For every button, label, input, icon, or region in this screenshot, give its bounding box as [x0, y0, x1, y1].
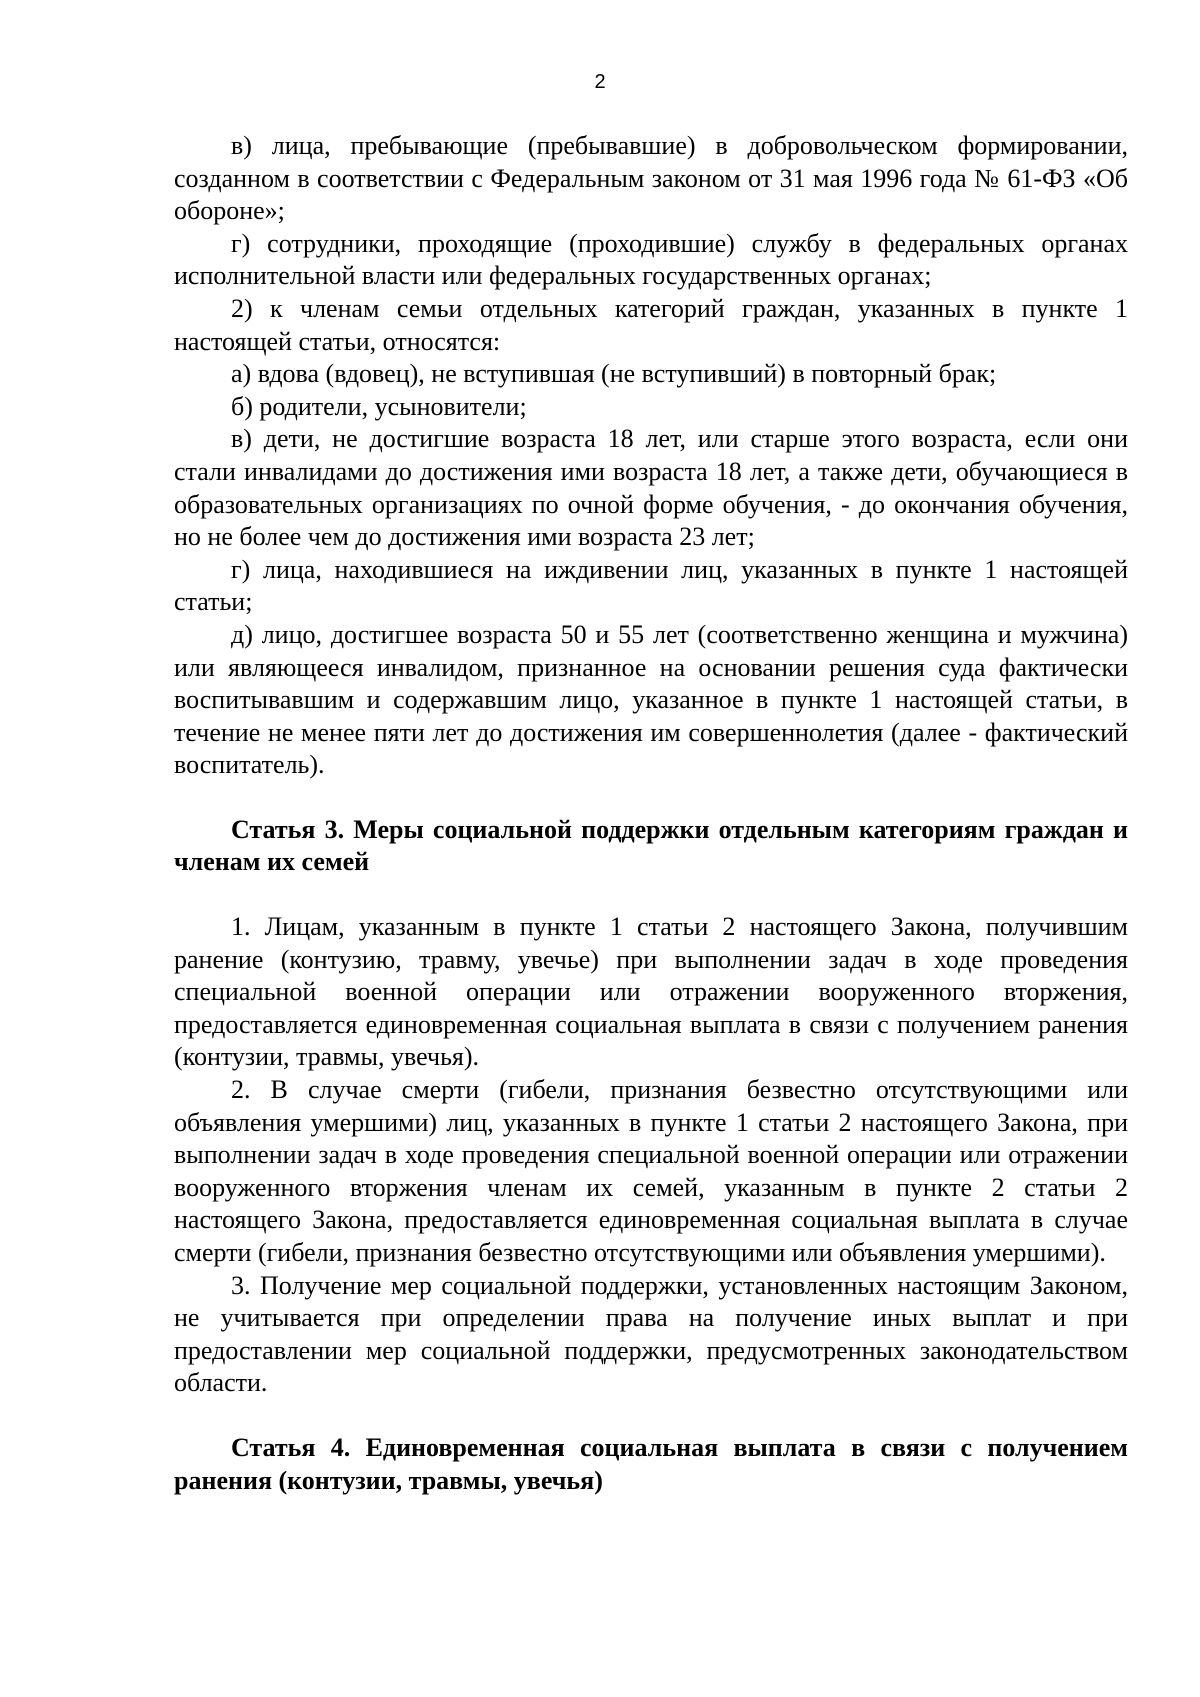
list-item-v-children: в) дети, не достигшие возраста 18 лет, или старше этого возраста, если они стали инвалидами до достижения ими возраста 18 лет, а также дети, обучающиеся в образовательных организациях по очной форме обучения, - до окончания обучения, но не более чем до достижения ими возраста 23 лет;: [174, 424, 1128, 552]
list-item-v-volunteer: в) лица, пребывающие (пребывавшие) в добровольческом формировании, созданном в соответствии с Федеральным законом от 31 мая 1996 года № 61-ФЗ «Об обороне»;: [174, 131, 1128, 226]
article-4-heading: Статья 4. Единовременная социальная выплата в связи с получением ранения (контузии, травмы, увечья): [174, 1432, 1128, 1495]
article-3-paragraph-2: 2. В случае смерти (гибели, признания безвестно отсутствующими или объявления умершими) лиц, указанных в пункте 1 статьи 2 настоящего Закона, при выполнении задач в ходе проведения специальной военной операции или отражении вооруженного вторжения членам их семей, указанным в пункте 2 статьи 2 настоящего Закона, предоставляется единовременная социальная выплата в случае смерти (гибели, признания безвестно отсутствующими или объявления умершими).: [174, 1075, 1128, 1267]
article-3-paragraph-3: 3. Получение мер социальной поддержки, установленных настоящим Законом, не учитывается при определении права на получение иных выплат и при предоставлении мер социальной поддержки, предусмотренных законодательством области.: [174, 1270, 1128, 1398]
list-item-a-widow: а) вдова (вдовец), не вступившая (не вступивший) в повторный брак;: [231, 359, 997, 389]
clause-2-family-members: 2) к членам семьи отдельных категорий граждан, указанных в пункте 1 настоящей статьи, относятся:: [174, 293, 1128, 356]
list-item-g-employees: г) сотрудники, проходящие (проходившие) службу в федеральных органах исполнительной власти или федеральных государственных органах;: [174, 228, 1128, 291]
page-number: 2: [594, 71, 606, 93]
list-item-b-parents: б) родители, усыновители;: [231, 391, 527, 421]
document-body: [174, 130, 1128, 1497]
article-3-heading: Статья 3. Меры социальной поддержки отдельным категориям граждан и членам их семей: [174, 814, 1128, 877]
list-item-d-guardian: д) лицо, достигшее возраста 50 и 55 лет (соответственно женщина и мужчина) или являющееся инвалидом, признанное на основании решения суда фактически воспитывавшим и содержавшим лицо, указанное в пункте 1 настоящей статьи, в течение не менее пяти лет до достижения им совершеннолетия (далее - фактический воспитатель).: [174, 619, 1128, 780]
list-item-g-dependents: г) лица, находившиеся на иждивении лиц, указанных в пункте 1 настоящей статьи;: [174, 554, 1128, 617]
article-3-paragraph-1: 1. Лицам, указанным в пункте 1 статьи 2 настоящего Закона, получившим ранение (контузию, травму, увечье) при выполнении задач в ходе проведения специальной военной операции или отражении вооруженного вторжения, предоставляется единовременная социальная выплата в связи с получением ранения (контузии, травмы, увечья).: [174, 912, 1128, 1072]
